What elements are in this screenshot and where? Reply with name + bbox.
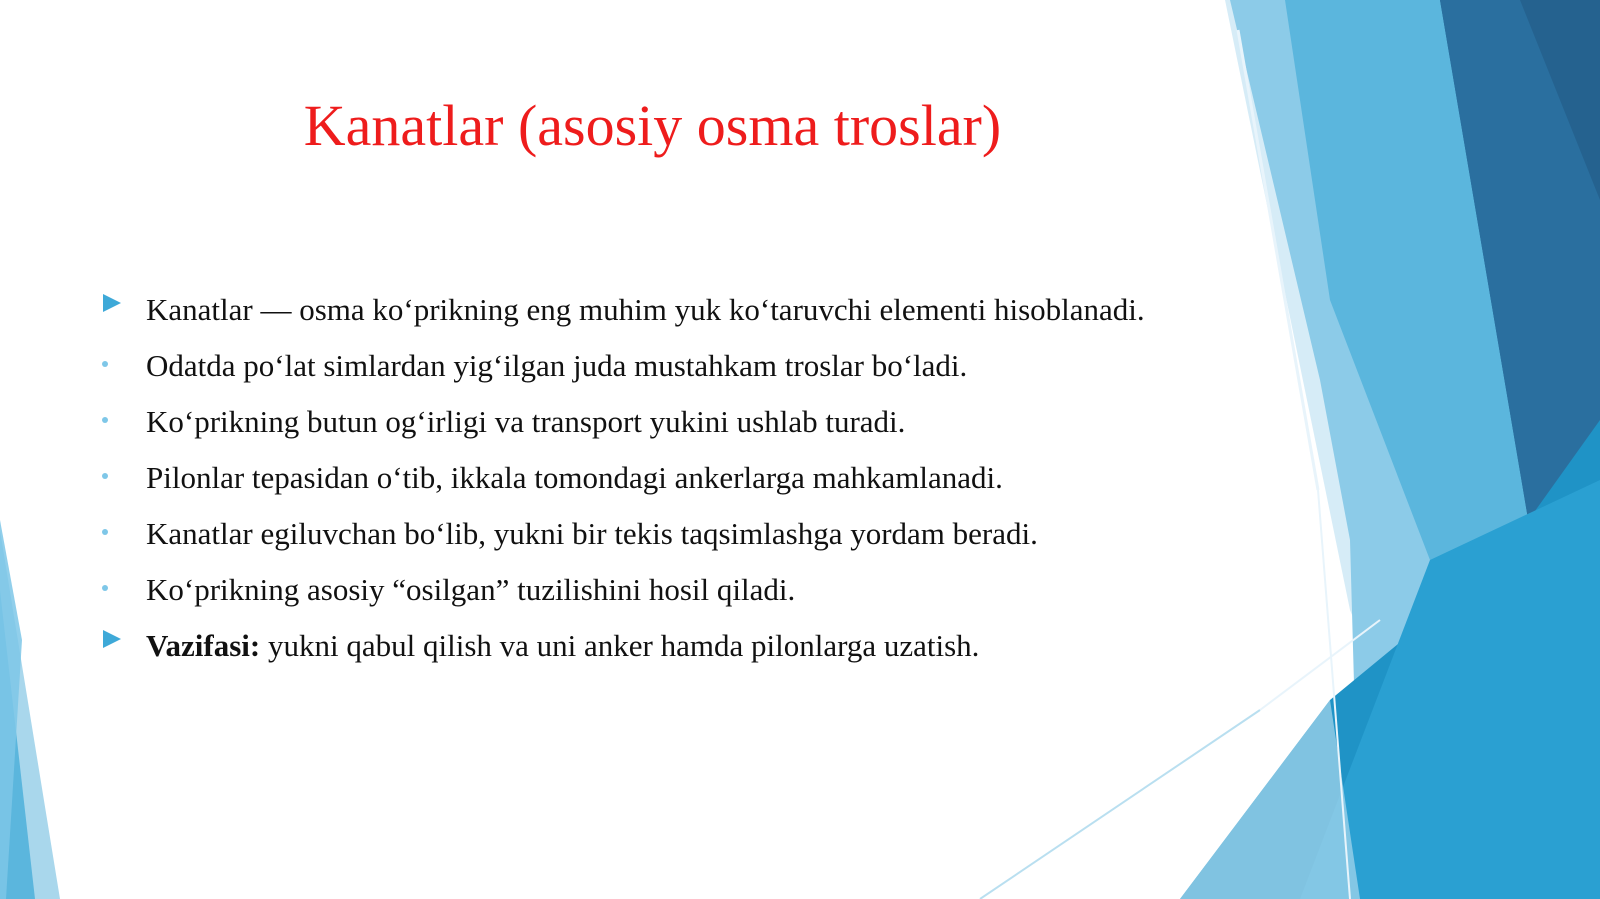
bullet-text: Odatda po‘lat simlardan yig‘ilgan juda mustahkam troslar bo‘ladi. — [146, 348, 968, 383]
slide-title: Kanatlar (asosiy osma troslar) — [303, 93, 1002, 158]
right-facet-bottom-pale — [1180, 700, 1360, 899]
bullet-text: Kanatlar egiluvchan bo‘lib, yukni bir tekis taqsimlashga yordam beradi. — [146, 516, 1038, 551]
bullet-text: Ko‘prikning butun og‘irligi va transport yukini ushlab turadi. — [146, 404, 906, 439]
bullet-list — [100, 290, 1205, 682]
list-item — [100, 458, 1205, 498]
list-item — [100, 346, 1205, 386]
list-item — [100, 626, 1205, 666]
bullet-label: Vazifasi: — [146, 628, 261, 663]
list-item — [100, 290, 1205, 330]
list-item — [100, 402, 1205, 442]
bullet-text: yukni qabul qilish va uni anker hamda pilonlarga uzatish. — [260, 628, 980, 663]
list-item — [100, 514, 1205, 554]
list-item — [100, 570, 1205, 610]
bullet-text: Ko‘prikning asosiy “osilgan” tuzilishini hosil qiladi. — [146, 572, 796, 607]
bullet-text: Pilonlar tepasidan o‘tib, ikkala tomondagi ankerlarga mahkamlanadi. — [146, 460, 1003, 495]
bullet-text: Kanatlar — osma ko‘prikning eng muhim yuk ko‘taruvchi elementi hisoblanadi. — [146, 292, 1145, 327]
